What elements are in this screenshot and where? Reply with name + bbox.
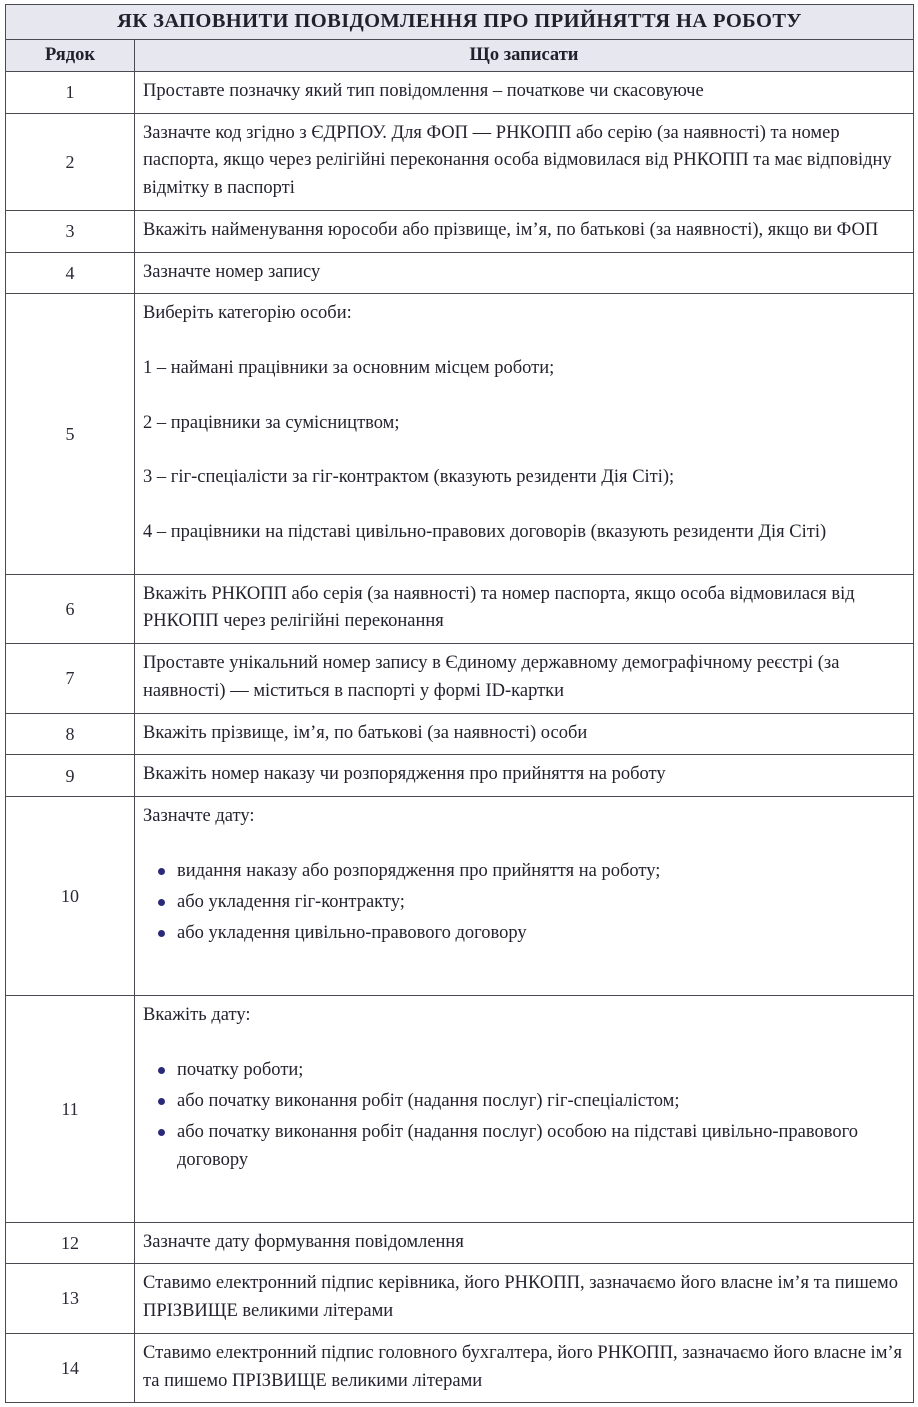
table-row [6,1264,914,1334]
table-row [6,252,914,294]
table-body [6,71,914,1402]
bullet-item: або укладення гіг-контракту; [175,889,903,917]
row-paragraph: Проставте позначку який тип повідомлення – початкове чи скасовуюче [143,80,704,101]
row-paragraph: Зазначте код згідно з ЄДРПОУ. Для ФОП — РНКОПП або серію (за наявності) та номер паспорта, якщо через релігійні переконання особа відмовилася від РНКОПП та має відповідну відмітку в паспорті [143,122,892,199]
row-number-cell: 7 [6,644,135,714]
row-content-cell [135,755,914,797]
table-row [6,1333,914,1403]
table-header [6,5,914,72]
row-paragraph: Ставимо електронний підпис керівника, його РНКОПП, зазначаємо його власне ім’я та пишемо ПРІЗВИЩЕ великими літерами [143,1273,898,1322]
table-row [6,294,914,574]
table-row [6,210,914,252]
row-paragraph: Вкажіть дату: [143,1005,251,1026]
row-paragraph: Виберіть категорію особи: [143,303,352,324]
table-row [6,574,914,644]
row-number-cell: 10 [6,797,135,996]
page-title: ЯК ЗАПОВНИТИ ПОВІДОМЛЕННЯ ПРО ПРИЙНЯТТЯ НА РОБОТУ [6,5,914,40]
row-paragraph: Зазначте дату формування повідомлення [143,1231,464,1252]
instruction-table [5,4,914,1403]
table-row [6,996,914,1223]
row-content-cell [135,71,914,113]
row-content-cell [135,713,914,755]
row-number-cell: 1 [6,71,135,113]
table-row [6,797,914,996]
row-number-cell: 5 [6,294,135,574]
row-paragraph: Вкажіть найменування юрособи або прізвище, ім’я, по батькові (за наявності), якщо ви ФОП [143,219,879,240]
row-content-cell [135,210,914,252]
row-content-cell [135,797,914,996]
row-number-cell: 8 [6,713,135,755]
table-row [6,113,914,210]
row-bullet-list [143,1057,903,1175]
row-paragraph: 2 – працівники за сумісництвом; [143,412,400,433]
table-row [6,71,914,113]
table-title-row [6,5,914,40]
column-header-row-number: Рядок [6,39,135,71]
row-paragraph: Вкажіть номер наказу чи розпорядження про прийняття на роботу [143,764,666,785]
row-bullet-list [143,858,903,948]
row-number-cell: 14 [6,1333,135,1403]
row-paragraph: Зазначте дату: [143,806,255,827]
row-paragraph: Проставте унікальний номер запису в Єдиному державному демографічному реєстрі (за наявності) — міститься в паспорті у формі ID-картки [143,653,840,701]
row-number-cell: 4 [6,252,135,294]
row-number-cell: 2 [6,113,135,210]
row-content-cell [135,113,914,210]
bullet-item: або укладення цивільно-правового договору [175,920,903,948]
row-paragraph: Ставимо електронний підпис головного бухгалтера, його РНКОПП, зазначаємо його власне ім’я та пишемо ПРІЗВИЩЕ великими літерами [143,1342,903,1391]
table-row [6,1222,914,1264]
row-content-cell [135,294,914,574]
table-row [6,644,914,714]
row-number-cell: 11 [6,996,135,1223]
row-paragraph: Вкажіть РНКОПП або серія (за наявності) та номер паспорта, якщо особа відмовилася від РНКОПП через релігійні переконання [143,583,855,632]
bullet-item: або початку виконання робіт (надання послуг) особою на підставі цивільно-правового договору [175,1119,903,1175]
row-content-cell [135,1333,914,1403]
row-content-cell [135,574,914,644]
row-paragraph: Вкажіть прізвище, ім’я, по батькові (за наявності) особи [143,722,588,743]
row-number-cell: 3 [6,210,135,252]
cell-spacer [143,546,903,566]
row-number-cell: 12 [6,1222,135,1264]
bullet-item: або початку виконання робіт (надання послуг) гіг-спеціалістом; [175,1088,903,1116]
row-content-cell [135,252,914,294]
row-number-cell: 13 [6,1264,135,1334]
row-paragraph: Зазначте номер запису [143,261,321,282]
row-paragraph: 4 – працівники на підставі цивільно-правових договорів (вказують резиденти Дія Сіті) [143,521,827,542]
bullet-item: початку роботи; [175,1057,903,1085]
column-header-what-to-write: Що записати [135,39,914,71]
row-content-cell [135,996,914,1223]
row-content-cell [135,1264,914,1334]
row-content-cell [135,644,914,714]
cell-spacer [143,951,903,988]
table-row [6,755,914,797]
cell-spacer [143,1178,903,1215]
row-content-cell [135,1222,914,1264]
column-header-row [6,39,914,71]
row-number-cell: 9 [6,755,135,797]
row-number-cell: 6 [6,574,135,644]
table-row [6,713,914,755]
row-paragraph: 3 – гіг-спеціалісти за гіг-контрактом (вказують резиденти Дія Сіті); [143,467,675,488]
row-paragraph: 1 – наймані працівники за основним місцем роботи; [143,357,555,378]
bullet-item: видання наказу або розпорядження про прийняття на роботу; [175,858,903,886]
